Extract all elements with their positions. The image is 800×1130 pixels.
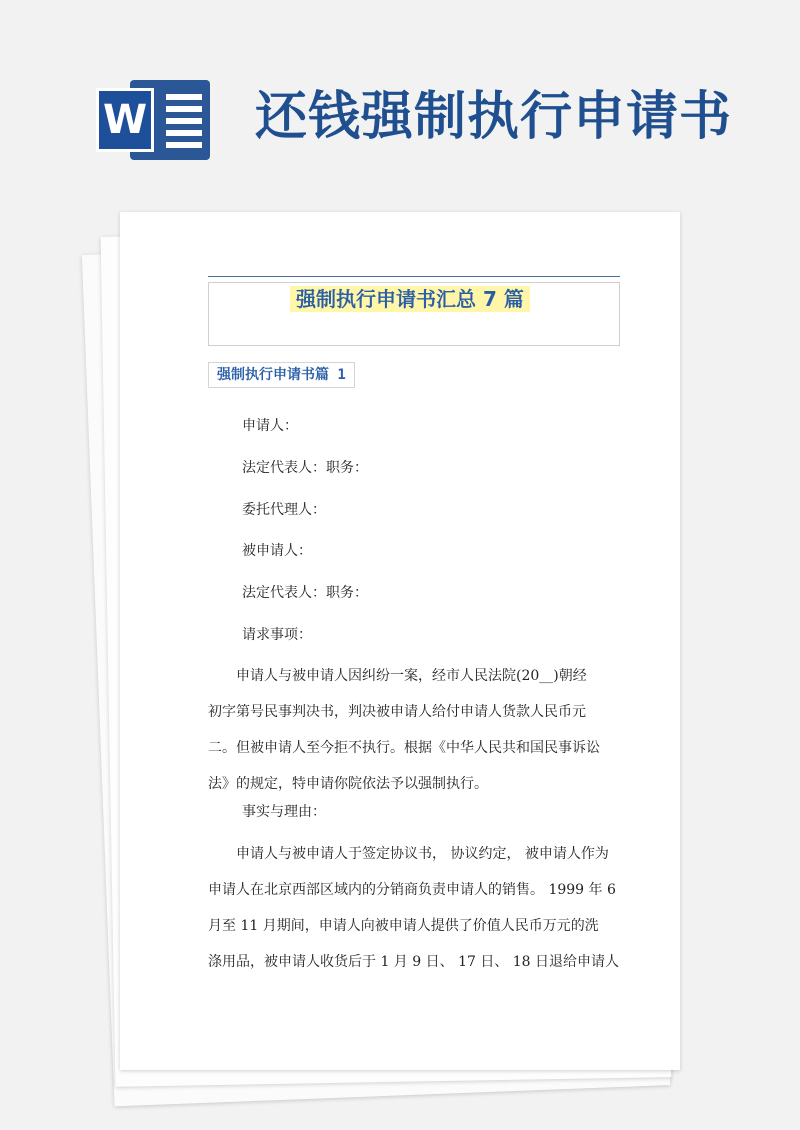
field-agent: 委托代理人： (242, 502, 326, 518)
paragraph-line: 初字第号民事判决书，判决被申请人给付申请人货款人民币元 (208, 704, 586, 720)
paragraph-line: 月至 11 月期间，申请人向被申请人提供了价值人民币万元的洗 (208, 918, 599, 934)
word-letter: W (96, 88, 154, 152)
paragraph-line: 申请人与被申请人于签定协议书， 协议约定， 被申请人作为 (208, 846, 609, 862)
page-title: 还钱强制执行申请书 (255, 87, 733, 147)
section-title: 强制执行申请书篇 1 (208, 362, 355, 388)
paragraph-line: 申请人在北京西部区域内的分销商负责申请人的销售。 1999 年 6 (208, 882, 616, 898)
word-document-icon (96, 80, 214, 160)
field-request-label: 请求事项： (242, 627, 312, 643)
field-legal-rep: 法定代表人：职务： (242, 460, 368, 476)
field-applicant: 申请人： (242, 418, 298, 434)
field-respondent: 被申请人： (242, 543, 312, 559)
request-paragraph (208, 658, 648, 802)
paragraph-line: 涤用品，被申请人收货后于 1 月 9 日、 17 日、 18 日退给申请人 (208, 954, 620, 970)
header-rule (208, 276, 620, 277)
facts-paragraph (208, 836, 648, 980)
banner (0, 0, 800, 200)
field-respondent-legal-rep: 法定代表人：职务： (242, 585, 368, 601)
document-heading: 强制执行申请书汇总 7 篇 (290, 286, 530, 312)
document-page (120, 212, 680, 1070)
facts-label: 事实与理由： (242, 804, 326, 820)
paragraph-line: 法》的规定，特申请你院依法予以强制执行。 (208, 776, 488, 792)
paragraph-line: 申请人与被申请人因纠纷一案，经市人民法院(20__)朝经 (208, 668, 587, 684)
paragraph-line: 二。但被申请人至今拒不执行。根据《中华人民共和国民事诉讼 (208, 740, 600, 756)
